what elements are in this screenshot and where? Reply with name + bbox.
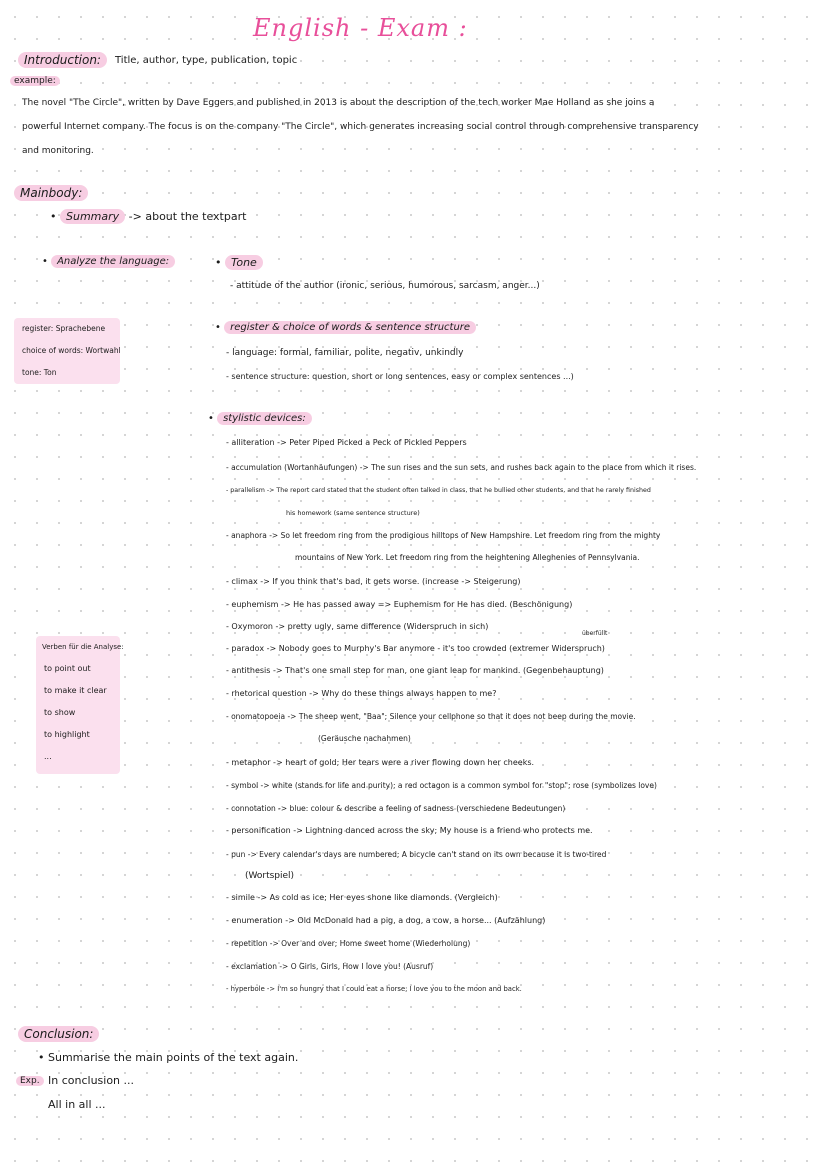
register-line: - language: formal, familiar, polite, negativ, unkindly (226, 348, 464, 358)
stylistic-heading: stylistic devices: (217, 412, 312, 425)
summary-label: Summary (60, 209, 125, 224)
example-line-3: and monitoring. (22, 146, 94, 156)
stylistic-line: - rhetorical question -> Why do these things always happen to me? (226, 689, 497, 698)
stylistic-line: - parallelism -> The report card stated that the student often talked in class, that he bullied other students, and that he rarely finished (226, 487, 651, 494)
stylistic-line: - enumeration -> Old McDonald had a pig, a dog, a cow, a horse... (Aufzählung) (226, 916, 546, 925)
example-label: example: (10, 76, 60, 86)
glossary-item: tone: Ton (22, 368, 57, 377)
stylistic-line: - Oxymoron -> pretty ugly, same difference (Widerspruch in sich) (226, 622, 489, 631)
stylistic-line: - repetition -> Over and over; Home sweet home (Wiederholung) (226, 939, 471, 948)
verbs-item: to highlight (44, 730, 90, 739)
conclusion-bullet-row (38, 1051, 298, 1064)
stylistic-line: his homework (same sentence structure) (286, 509, 420, 517)
example-line-2: powerful Internet company. The focus is on the company "The Circle", which generates increasing social control through comprehensive transparency (22, 122, 699, 132)
stylistic-line: mountains of New York. Let freedom ring from the heightening Alleghenies of Pennsylvania. (295, 553, 640, 562)
glossary-item: choice of words: Wortwahl (22, 346, 121, 355)
stylistic-line: - connotation -> blue: colour & describe a feeling of sadness (verschiedene Bedeutungen) (226, 804, 566, 813)
stylistic-line: - euphemism -> He has passed away => Euphemism for He has died. (Beschönigung) (226, 600, 573, 609)
stylistic-line: - exclamation -> O Girls, Girls, How I love you! (Ausruf) (226, 962, 434, 971)
stylistic-line: - antithesis -> That's one small step for man, one giant leap for mankind. (Gegenbehauptung) (226, 666, 604, 675)
conclusion-example: In conclusion ... (48, 1074, 135, 1087)
stylistic-line: - onomatopoeia -> The sheep went, "Baa"; Silence your cellphone so that it does not beep during the movie. (226, 712, 636, 721)
stylistic-line: - alliteration -> Peter Piped Picked a Peck of Pickled Peppers (226, 438, 467, 447)
register-line: - sentence structure: question, short or long sentences, easy or complex sentences ...) (226, 372, 574, 381)
mainbody-label: Mainbody: (14, 185, 88, 201)
introduction-label: Introduction: (18, 52, 107, 68)
introduction-points: Title, author, type, publication, topic (115, 55, 298, 66)
exp-label: Exp. (16, 1076, 44, 1086)
verbs-box (36, 636, 124, 774)
stylistic-row (208, 413, 312, 424)
summary-text: -> about the textpart (128, 210, 247, 223)
register-heading: register & choice of words & sentence structure (224, 321, 476, 334)
stylistic-line: - simile -> As cold as ice; Her eyes shone like diamonds. (Vergleich) (226, 893, 498, 902)
analyze-label: Analyze the language: (51, 255, 175, 268)
register-row (215, 322, 476, 333)
stylistic-line: (Geräusche nachahmen) (318, 734, 411, 743)
stylistic-line: - anaphora -> So let freedom ring from the prodigious hilltops of New Hampshire. Let freedom ring from the mighty (226, 531, 661, 540)
verbs-item: ... (44, 752, 52, 761)
conclusion-label: Conclusion: (18, 1026, 99, 1042)
page-title: English - Exam : (253, 14, 468, 42)
conclusion-example: All in all ... (48, 1098, 106, 1111)
stylistic-line: (Wortspiel) (245, 871, 295, 881)
tone-text: - attitude of the author (ironic, serious, humorous, sarcasm, anger...) (230, 281, 540, 291)
stylistic-line: - hyperbole -> I'm so hungry that I could eat a horse; I love you to the moon and back. (226, 985, 522, 993)
verbs-item: to point out (44, 664, 91, 673)
stylistic-line: - climax -> If you think that's bad, it gets worse. (increase -> Steigerung) (226, 577, 521, 586)
summary-row (50, 210, 246, 223)
paradox-note: überfüllt (582, 630, 608, 637)
stylistic-line: - personification -> Lightning danced across the sky; My house is a friend who protects me. (226, 826, 593, 835)
stylistic-line: - metaphor -> heart of gold; Her tears were a river flowing down her cheeks. (226, 758, 535, 767)
glossary-item: register: Sprachebene (22, 324, 106, 333)
tone-row (215, 256, 263, 269)
stylistic-line: - accumulation (Wortanhäufungen) -> The sun rises and the sun sets, and rushes back again to the place from which it rises. (226, 463, 697, 472)
conclusion-bullet: Summarise the main points of the text again. (48, 1051, 299, 1064)
tone-heading: Tone (225, 255, 263, 270)
verbs-item: to show (44, 708, 76, 717)
analyze-row (42, 256, 175, 267)
verbs-heading: Verben für die Analyse: (42, 643, 124, 651)
verbs-item: to make it clear (44, 686, 107, 695)
stylistic-line: - paradox -> Nobody goes to Murphy's Bar anymore - it's too crowded (extremer Widerspruch) (226, 644, 605, 653)
glossary-box (14, 318, 120, 384)
example-line-1: The novel "The Circle", written by Dave Eggers and published in 2013 is about the description of the tech worker Mae Holland as she joins a (22, 98, 655, 108)
stylistic-line: - pun -> Every calendar's days are numbered; A bicycle can't stand on its own because it is two-tired (226, 850, 607, 859)
stylistic-line: - symbol -> white (stands for life and purity); a red octagon is a common symbol for "stop"; rose (symbolizes love) (226, 781, 657, 790)
